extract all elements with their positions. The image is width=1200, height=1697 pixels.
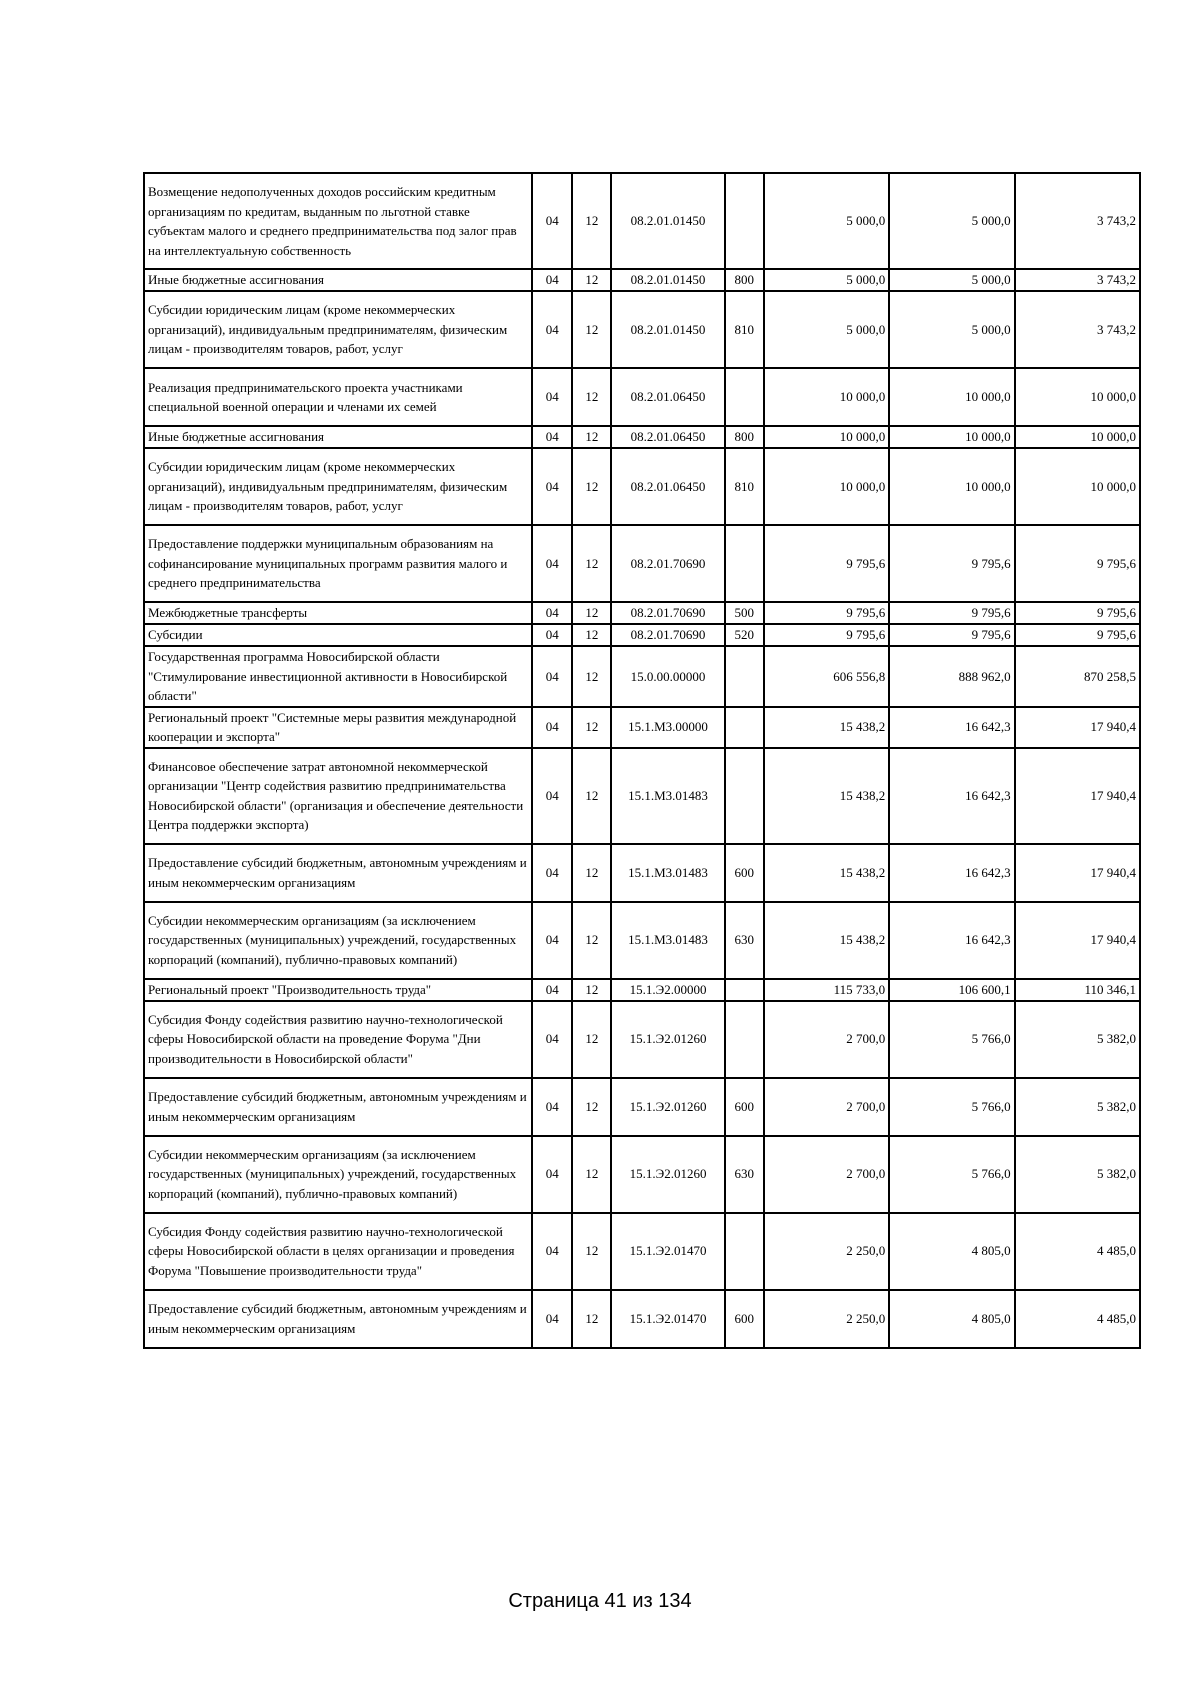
cell-name: Субсидии некоммерческим организациям (за исключением государственных (муниципальных) учреждений, государственных корпораций (компаний), публично-правовых компаний) [144, 1136, 532, 1213]
table-row [144, 707, 1140, 748]
table-row [144, 269, 1140, 291]
cell-name: Финансовое обеспечение затрат автономной некоммерческой организации "Центр содействия развитию предпринимательства Новосибирской области" (организация и обеспечение деятельности Центра поддержки экспорта) [144, 748, 532, 844]
cell-expense-type [725, 525, 764, 602]
cell-amount-1: 15 438,2 [764, 748, 889, 844]
cell-amount-1: 9 795,6 [764, 602, 889, 624]
cell-target-article: 15.1.Э2.01260 [611, 1001, 724, 1078]
cell-subsection: 12 [572, 602, 611, 624]
cell-target-article: 08.2.01.06450 [611, 426, 724, 448]
table-row [144, 426, 1140, 448]
cell-target-article: 08.2.01.06450 [611, 448, 724, 525]
cell-expense-type: 600 [725, 1290, 764, 1348]
cell-amount-2: 16 642,3 [889, 902, 1014, 979]
cell-subsection: 12 [572, 448, 611, 525]
cell-amount-1: 9 795,6 [764, 624, 889, 646]
table-row [144, 1290, 1140, 1348]
cell-amount-2: 16 642,3 [889, 707, 1014, 748]
cell-section: 04 [532, 602, 572, 624]
cell-expense-type [725, 707, 764, 748]
table-row [144, 844, 1140, 902]
cell-amount-1: 10 000,0 [764, 426, 889, 448]
cell-name: Субсидия Фонду содействия развитию научно-технологической сферы Новосибирской области на проведение Форума "Дни производительности в Новосибирской области" [144, 1001, 532, 1078]
cell-expense-type: 810 [725, 448, 764, 525]
cell-amount-3: 17 940,4 [1015, 902, 1140, 979]
cell-name: Субсидия Фонду содействия развитию научно-технологической сферы Новосибирской области в целях организации и проведения Форума "Повышение производительности труда" [144, 1213, 532, 1290]
cell-name: Региональный проект "Производительность труда" [144, 979, 532, 1001]
cell-amount-1: 5 000,0 [764, 173, 889, 269]
cell-amount-1: 15 438,2 [764, 844, 889, 902]
cell-section: 04 [532, 448, 572, 525]
cell-section: 04 [532, 748, 572, 844]
cell-amount-2: 5 766,0 [889, 1136, 1014, 1213]
cell-subsection: 12 [572, 707, 611, 748]
cell-subsection: 12 [572, 525, 611, 602]
cell-section: 04 [532, 426, 572, 448]
cell-subsection: 12 [572, 624, 611, 646]
table-row [144, 624, 1140, 646]
cell-amount-1: 2 700,0 [764, 1136, 889, 1213]
cell-subsection: 12 [572, 291, 611, 368]
cell-amount-3: 3 743,2 [1015, 269, 1140, 291]
cell-name: Субсидии юридическим лицам (кроме некоммерческих организаций), индивидуальным предпринимателям, физическим лицам - производителям товаров, работ, услуг [144, 448, 532, 525]
cell-expense-type [725, 979, 764, 1001]
cell-amount-2: 4 805,0 [889, 1213, 1014, 1290]
page-number: Страница 41 из 134 [508, 1590, 692, 1612]
cell-amount-3: 5 382,0 [1015, 1136, 1140, 1213]
cell-section: 04 [532, 1136, 572, 1213]
table-row [144, 291, 1140, 368]
table-row [144, 602, 1140, 624]
cell-name: Возмещение недополученных доходов российским кредитным организациям по кредитам, выданным по льготной ставке субъектам малого и среднего предпринимательства под залог прав на интеллектуальную собственность [144, 173, 532, 269]
cell-target-article: 08.2.01.01450 [611, 173, 724, 269]
cell-section: 04 [532, 902, 572, 979]
cell-amount-1: 15 438,2 [764, 902, 889, 979]
cell-amount-3: 17 940,4 [1015, 844, 1140, 902]
cell-section: 04 [532, 269, 572, 291]
cell-name: Предоставление субсидий бюджетным, автономным учреждениям и иным некоммерческим организациям [144, 844, 532, 902]
cell-name: Субсидии [144, 624, 532, 646]
cell-amount-2: 10 000,0 [889, 368, 1014, 426]
cell-amount-1: 5 000,0 [764, 269, 889, 291]
cell-expense-type: 800 [725, 269, 764, 291]
table-row [144, 1213, 1140, 1290]
cell-amount-3: 9 795,6 [1015, 624, 1140, 646]
cell-amount-1: 2 250,0 [764, 1213, 889, 1290]
cell-target-article: 08.2.01.01450 [611, 291, 724, 368]
cell-amount-1: 2 250,0 [764, 1290, 889, 1348]
cell-amount-1: 115 733,0 [764, 979, 889, 1001]
cell-expense-type: 630 [725, 902, 764, 979]
cell-expense-type: 500 [725, 602, 764, 624]
cell-expense-type: 520 [725, 624, 764, 646]
cell-subsection: 12 [572, 1001, 611, 1078]
cell-section: 04 [532, 844, 572, 902]
cell-target-article: 08.2.01.06450 [611, 368, 724, 426]
cell-subsection: 12 [572, 426, 611, 448]
cell-target-article: 15.1.Э2.01260 [611, 1078, 724, 1136]
cell-expense-type: 800 [725, 426, 764, 448]
cell-subsection: 12 [572, 844, 611, 902]
cell-amount-3: 110 346,1 [1015, 979, 1140, 1001]
table-row [144, 646, 1140, 707]
cell-expense-type [725, 646, 764, 707]
table-row [144, 1001, 1140, 1078]
cell-target-article: 08.2.01.70690 [611, 602, 724, 624]
cell-amount-3: 9 795,6 [1015, 525, 1140, 602]
cell-amount-3: 5 382,0 [1015, 1078, 1140, 1136]
cell-amount-3: 10 000,0 [1015, 448, 1140, 525]
cell-target-article: 08.2.01.70690 [611, 624, 724, 646]
cell-expense-type: 810 [725, 291, 764, 368]
cell-subsection: 12 [572, 269, 611, 291]
cell-section: 04 [532, 368, 572, 426]
cell-subsection: 12 [572, 1136, 611, 1213]
cell-expense-type [725, 368, 764, 426]
cell-target-article: 15.1.Э2.01470 [611, 1290, 724, 1348]
cell-amount-2: 888 962,0 [889, 646, 1014, 707]
cell-expense-type: 630 [725, 1136, 764, 1213]
cell-target-article: 15.1.М3.01483 [611, 748, 724, 844]
cell-amount-3: 9 795,6 [1015, 602, 1140, 624]
cell-target-article: 15.1.М3.01483 [611, 844, 724, 902]
cell-name: Предоставление субсидий бюджетным, автономным учреждениям и иным некоммерческим организациям [144, 1290, 532, 1348]
table-row [144, 448, 1140, 525]
cell-amount-2: 16 642,3 [889, 748, 1014, 844]
cell-amount-3: 870 258,5 [1015, 646, 1140, 707]
cell-amount-3: 4 485,0 [1015, 1290, 1140, 1348]
table-row [144, 979, 1140, 1001]
cell-amount-2: 9 795,6 [889, 624, 1014, 646]
cell-amount-1: 5 000,0 [764, 291, 889, 368]
cell-amount-2: 5 000,0 [889, 173, 1014, 269]
cell-amount-1: 2 700,0 [764, 1078, 889, 1136]
cell-target-article: 15.1.Э2.00000 [611, 979, 724, 1001]
cell-subsection: 12 [572, 748, 611, 844]
cell-section: 04 [532, 646, 572, 707]
table-row [144, 525, 1140, 602]
cell-amount-1: 15 438,2 [764, 707, 889, 748]
cell-target-article: 15.1.Э2.01470 [611, 1213, 724, 1290]
cell-section: 04 [532, 624, 572, 646]
cell-amount-1: 9 795,6 [764, 525, 889, 602]
cell-subsection: 12 [572, 646, 611, 707]
cell-subsection: 12 [572, 173, 611, 269]
cell-section: 04 [532, 1001, 572, 1078]
cell-subsection: 12 [572, 1213, 611, 1290]
cell-subsection: 12 [572, 1078, 611, 1136]
cell-amount-2: 5 766,0 [889, 1001, 1014, 1078]
cell-amount-2: 5 000,0 [889, 291, 1014, 368]
cell-section: 04 [532, 173, 572, 269]
cell-section: 04 [532, 525, 572, 602]
cell-target-article: 08.2.01.70690 [611, 525, 724, 602]
cell-name: Субсидии некоммерческим организациям (за исключением государственных (муниципальных) учреждений, государственных корпораций (компаний), публично-правовых компаний) [144, 902, 532, 979]
cell-amount-3: 10 000,0 [1015, 368, 1140, 426]
cell-name: Государственная программа Новосибирской области "Стимулирование инвестиционной активности в Новосибирской области" [144, 646, 532, 707]
cell-name: Иные бюджетные ассигнования [144, 269, 532, 291]
cell-name: Субсидии юридическим лицам (кроме некоммерческих организаций), индивидуальным предпринимателям, физическим лицам - производителям товаров, работ, услуг [144, 291, 532, 368]
cell-amount-2: 9 795,6 [889, 602, 1014, 624]
cell-target-article: 15.0.00.00000 [611, 646, 724, 707]
cell-target-article: 15.1.Э2.01260 [611, 1136, 724, 1213]
cell-expense-type: 600 [725, 1078, 764, 1136]
cell-amount-1: 10 000,0 [764, 368, 889, 426]
cell-name: Реализация предпринимательского проекта участниками специальной военной операции и членами их семей [144, 368, 532, 426]
cell-expense-type [725, 173, 764, 269]
cell-name: Предоставление поддержки муниципальным образованиям на софинансирование муниципальных программ развития малого и среднего предпринимательства [144, 525, 532, 602]
cell-amount-3: 5 382,0 [1015, 1001, 1140, 1078]
cell-amount-3: 3 743,2 [1015, 291, 1140, 368]
cell-amount-3: 17 940,4 [1015, 707, 1140, 748]
cell-section: 04 [532, 707, 572, 748]
table-body [144, 173, 1140, 1348]
cell-subsection: 12 [572, 979, 611, 1001]
cell-amount-3: 3 743,2 [1015, 173, 1140, 269]
table-row [144, 173, 1140, 269]
cell-amount-2: 10 000,0 [889, 426, 1014, 448]
cell-amount-2: 4 805,0 [889, 1290, 1014, 1348]
cell-amount-2: 9 795,6 [889, 525, 1014, 602]
cell-name: Межбюджетные трансферты [144, 602, 532, 624]
cell-amount-2: 5 000,0 [889, 269, 1014, 291]
cell-subsection: 12 [572, 368, 611, 426]
cell-section: 04 [532, 291, 572, 368]
cell-amount-3: 10 000,0 [1015, 426, 1140, 448]
cell-subsection: 12 [572, 902, 611, 979]
cell-section: 04 [532, 1078, 572, 1136]
cell-amount-2: 106 600,1 [889, 979, 1014, 1001]
cell-amount-2: 5 766,0 [889, 1078, 1014, 1136]
table-row [144, 748, 1140, 844]
cell-section: 04 [532, 979, 572, 1001]
cell-section: 04 [532, 1213, 572, 1290]
cell-section: 04 [532, 1290, 572, 1348]
cell-name: Иные бюджетные ассигнования [144, 426, 532, 448]
cell-subsection: 12 [572, 1290, 611, 1348]
cell-expense-type [725, 1001, 764, 1078]
cell-amount-1: 2 700,0 [764, 1001, 889, 1078]
cell-expense-type [725, 1213, 764, 1290]
cell-amount-3: 17 940,4 [1015, 748, 1140, 844]
cell-target-article: 15.1.М3.00000 [611, 707, 724, 748]
table-row [144, 1078, 1140, 1136]
cell-expense-type [725, 748, 764, 844]
cell-name: Предоставление субсидий бюджетным, автономным учреждениям и иным некоммерческим организациям [144, 1078, 532, 1136]
cell-amount-1: 10 000,0 [764, 448, 889, 525]
budget-table [143, 172, 1141, 1349]
cell-amount-2: 16 642,3 [889, 844, 1014, 902]
cell-name: Региональный проект "Системные меры развития международной кооперации и экспорта" [144, 707, 532, 748]
cell-amount-1: 606 556,8 [764, 646, 889, 707]
cell-amount-2: 10 000,0 [889, 448, 1014, 525]
cell-target-article: 15.1.М3.01483 [611, 902, 724, 979]
cell-target-article: 08.2.01.01450 [611, 269, 724, 291]
table-row [144, 368, 1140, 426]
cell-amount-3: 4 485,0 [1015, 1213, 1140, 1290]
table-row [144, 902, 1140, 979]
cell-expense-type: 600 [725, 844, 764, 902]
table-row [144, 1136, 1140, 1213]
